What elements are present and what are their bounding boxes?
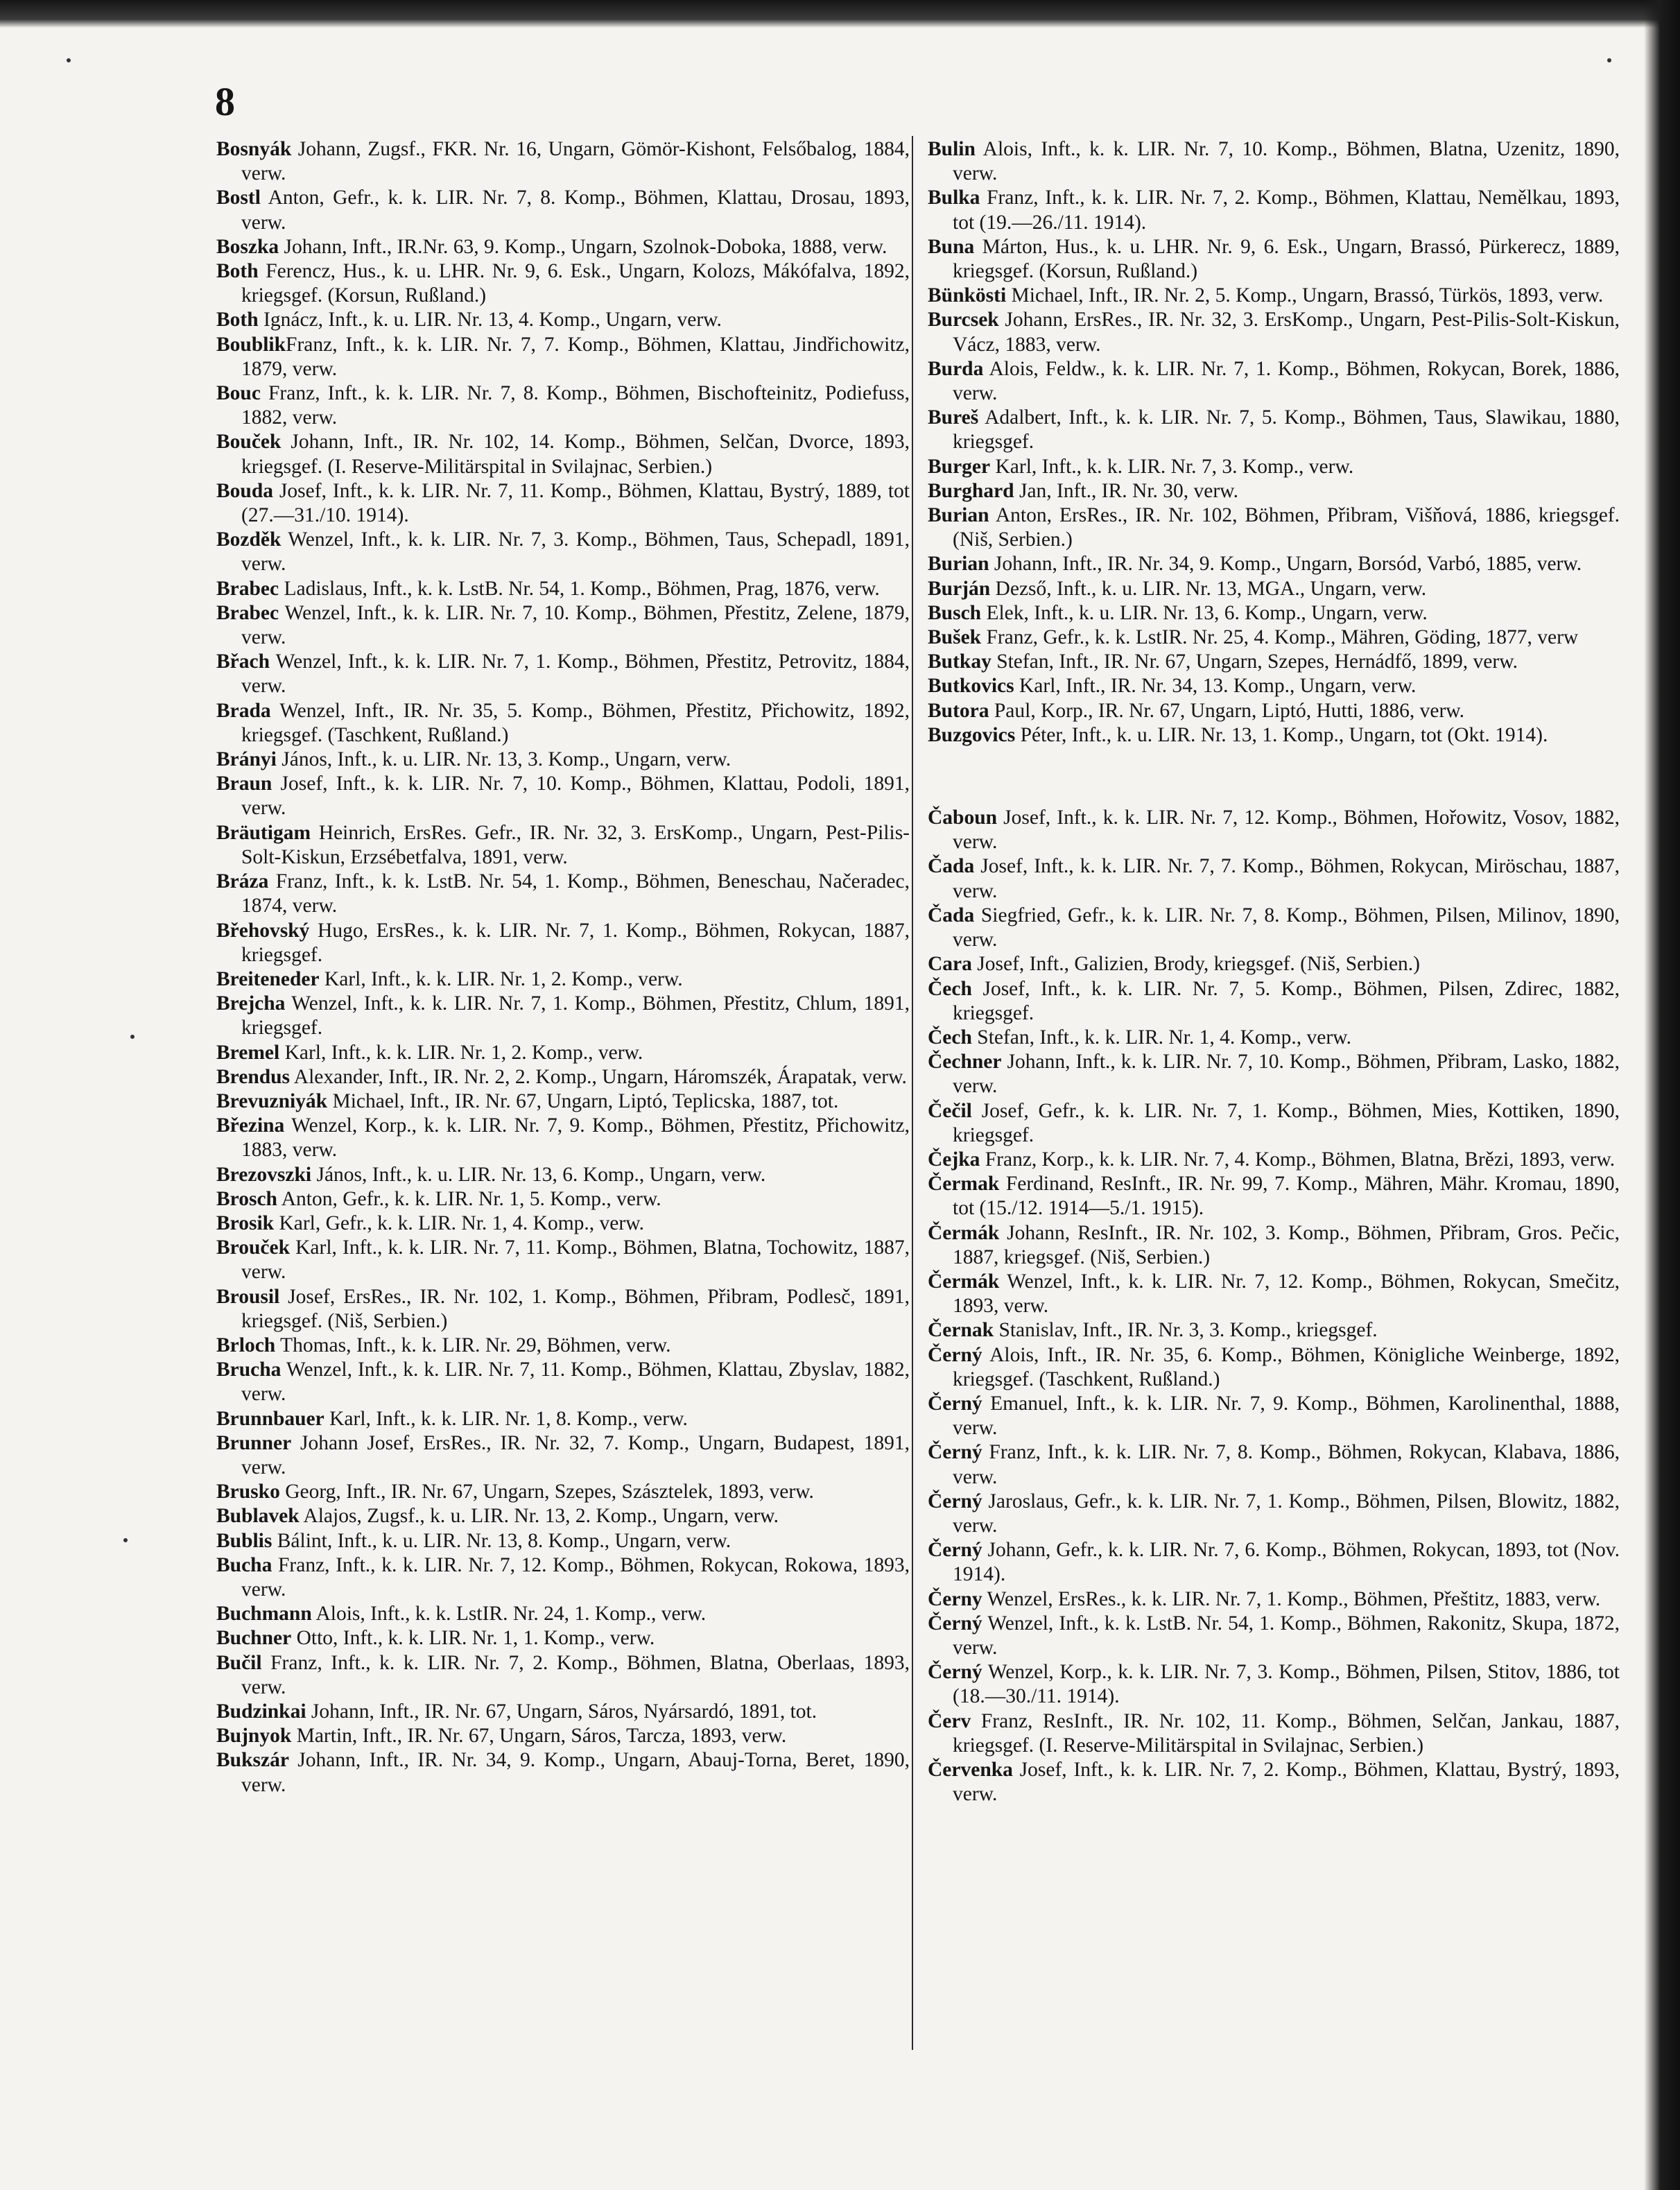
entry-details: Wenzel, ErsRes., k. k. LIR. Nr. 7, 1. Komp., Böhmen, Přeštitz, 1883, verw.: [982, 1587, 1601, 1610]
entry-details: Franz, Inft., k. k. LIR. Nr. 7, 8. Komp., Böhmen, Rokycan, Klabava, 1886, verw.: [953, 1441, 1620, 1488]
entry-details: Ferdinand, ResInft., IR. Nr. 99, 7. Komp., Mähren, Mähr. Kromau, 1890, tot (15./12. 1914—5./1. 1915).: [953, 1173, 1620, 1220]
entry-details: Heinrich, ErsRes. Gefr., IR. Nr. 32, 3. ErsKomp., Ungarn, Pest-Pilis-Solt-Kiskun, Erzsébetfalva, 1891, verw.: [241, 821, 910, 868]
entry-surname: Buna: [928, 235, 975, 258]
entry-details: Franz, Inft., k. k. LstB. Nr. 54, 1. Komp., Böhmen, Beneschau, Načeradec, 1874, verw.: [241, 870, 910, 917]
entry-surname: Bozděk: [216, 528, 282, 551]
entry-surname: Butkay: [928, 650, 991, 673]
entry-details: Franz, Inft., k. k. LIR. Nr. 7, 12. Komp., Böhmen, Rokycan, Rokowa, 1893, verw.: [241, 1553, 910, 1601]
right-column-c-section: [928, 806, 1620, 1807]
entry-surname: Červenka: [928, 1759, 1013, 1781]
register-entry: [216, 1553, 910, 1602]
register-entry: [216, 1748, 910, 1797]
entry-surname: Burján: [928, 577, 991, 600]
register-entry: [216, 1529, 910, 1553]
entry-details: Michael, Inft., IR. Nr. 67, Ungarn, Liptó, Teplicska, 1887, tot.: [327, 1089, 839, 1112]
register-entry: [928, 1148, 1620, 1172]
register-entry: [928, 235, 1620, 284]
left-column: [216, 137, 910, 1797]
register-entry: [216, 1626, 910, 1650]
entry-details: János, Inft., k. u. LIR. Nr. 13, 3. Komp., Ungarn, verw.: [276, 748, 731, 771]
entry-details: Stefan, Inft., k. k. LIR. Nr. 1, 4. Komp., verw.: [971, 1026, 1351, 1049]
section-gap: [928, 748, 1620, 806]
entry-surname: Brunner: [216, 1431, 292, 1454]
register-entry: [928, 1538, 1620, 1587]
register-entry: [216, 1407, 910, 1431]
entry-details: Michael, Inft., IR. Nr. 2, 5. Komp., Ungarn, Brassó, Türkös, 1893, verw.: [1006, 284, 1604, 307]
register-entry: [216, 430, 910, 478]
register-entry: [216, 1358, 910, 1406]
entry-details: Franz, Inft., k. k. LIR. Nr. 7, 8. Komp., Böhmen, Bischofteinitz, Podiefuss, 1882, verw.: [241, 382, 910, 429]
entry-surname: Bulin: [928, 138, 976, 160]
register-entry: [928, 1172, 1620, 1221]
entry-surname: Bureš: [928, 406, 979, 429]
register-entry: [928, 1490, 1620, 1538]
entry-details: Josef, Inft., Galizien, Brody, kriegsgef. (Niš, Serbien.): [971, 953, 1421, 976]
entry-details: Karl, Inft., k. k. LIR. Nr. 1, 2. Komp., verw.: [279, 1041, 643, 1064]
entry-surname: Boublik: [216, 333, 286, 356]
entry-surname: Černý: [928, 1441, 982, 1464]
register-entry: [928, 1709, 1620, 1758]
register-entry: [216, 967, 910, 992]
register-entry: [216, 1187, 910, 1212]
register-entry: [216, 1602, 910, 1626]
entry-surname: Brabec: [216, 601, 279, 624]
entry-surname: Březina: [216, 1114, 285, 1137]
register-entry: [216, 650, 910, 698]
entry-details: Franz, Inft., k. k. LIR. Nr. 7, 7. Komp., Böhmen, Klattau, Jindřichowitz, 1879, verw.: [241, 333, 910, 380]
entry-surname: Butora: [928, 699, 989, 722]
entry-details: Karl, Inft., k. k. LIR. Nr. 7, 3. Komp., verw.: [990, 455, 1354, 478]
register-entry: [928, 1612, 1620, 1660]
register-entry: [928, 552, 1620, 576]
register-entry: [216, 748, 910, 772]
entry-surname: Brloch: [216, 1334, 276, 1356]
entry-surname: Brezovszki: [216, 1163, 312, 1186]
register-entry: [216, 308, 910, 332]
entry-details: Johann, Inft., IR. Nr. 34, 9. Komp., Ungarn, Borsód, Varbó, 1885, verw.: [989, 553, 1582, 576]
entry-details: Alexander, Inft., IR. Nr. 2, 2. Komp., Ungarn, Háromszék, Árapatak, verw.: [290, 1065, 907, 1088]
entry-surname: Bučil: [216, 1651, 262, 1674]
entry-surname: Bostl: [216, 187, 261, 209]
right-column: [928, 137, 1620, 1807]
entry-surname: Bukszár: [216, 1749, 289, 1772]
register-entry: [928, 904, 1620, 952]
entry-details: Anton, Gefr., k. k. LIR. Nr. 7, 8. Komp., Böhmen, Klattau, Drosau, 1893, verw.: [241, 187, 910, 234]
entry-details: Paul, Korp., IR. Nr. 67, Ungarn, Liptó, Hutti, 1886, verw.: [989, 699, 1465, 722]
register-entry: [216, 333, 910, 381]
entry-surname: Bublavek: [216, 1505, 300, 1528]
register-entry: [928, 650, 1620, 674]
entry-surname: Bräutigam: [216, 821, 311, 844]
entry-details: Márton, Hus., k. u. LHR. Nr. 9, 6. Esk., Ungarn, Brassó, Pürkerecz, 1889, kriegsgef. (Korsun, Rußland.): [953, 235, 1620, 283]
entry-surname: Burda: [928, 357, 984, 380]
register-entry: [928, 1050, 1620, 1098]
entry-surname: Brosch: [216, 1187, 277, 1210]
entry-details: Franz, Gefr., k. k. LstIR. Nr. 25, 4. Komp., Mähren, Göding, 1877, verw: [981, 626, 1579, 649]
register-entry: [216, 1651, 910, 1700]
entry-details: Franz, Inft., k. k. LIR. Nr. 7, 2. Komp., Böhmen, Klattau, Nemělkau, 1893, tot (19.—26./11. 1914).: [953, 187, 1620, 234]
entry-surname: Brabec: [216, 577, 279, 600]
entry-details: Otto, Inft., k. k. LIR. Nr. 1, 1. Komp., verw.: [291, 1627, 655, 1650]
register-entry: [928, 308, 1620, 356]
entry-details: Alois, Feldw., k. k. LIR. Nr. 7, 1. Komp., Böhmen, Rokycan, Borek, 1886, verw.: [953, 357, 1620, 405]
entry-surname: Buchmann: [216, 1603, 312, 1626]
entry-details: Thomas, Inft., k. k. LIR. Nr. 29, Böhmen, verw.: [275, 1334, 671, 1356]
scan-speck: [1607, 58, 1611, 62]
entry-surname: Cara: [928, 953, 972, 976]
entry-details: Wenzel, Inft., k. k. LIR. Nr. 7, 1. Komp., Böhmen, Přestitz, Chlum, 1891, kriegsgef.: [241, 992, 910, 1040]
entry-surname: Burian: [928, 504, 989, 527]
register-entry: [928, 699, 1620, 723]
entry-details: Josef, Inft., k. k. LIR. Nr. 7, 2. Komp., Böhmen, Klattau, Bystrý, 1893, verw.: [953, 1759, 1620, 1806]
register-entry: [216, 528, 910, 576]
register-entry: [928, 284, 1620, 308]
register-entry: [928, 577, 1620, 601]
entry-surname: Brevuzniyák: [216, 1089, 328, 1112]
register-entry: [216, 1089, 910, 1114]
entry-details: Jan, Inft., IR. Nr. 30, verw.: [1014, 479, 1238, 502]
entry-details: Alois, Inft., IR. Nr. 35, 6. Komp., Böhmen, Königliche Weinberge, 1892, kriegsgef. (Taschkent, Rußland.): [953, 1343, 1620, 1390]
entry-surname: Brucha: [216, 1359, 282, 1381]
entry-surname: Bráza: [216, 870, 269, 893]
entry-surname: Černý: [928, 1343, 982, 1366]
register-entry: [928, 952, 1620, 976]
register-entry: [216, 1114, 910, 1162]
entry-surname: Budzinkai: [216, 1700, 306, 1723]
entry-surname: Burian: [928, 553, 989, 576]
entry-details: Anton, ErsRes., IR. Nr. 102, Böhmen, Přibram, Višňová, 1886, kriegsgef. (Niš, Serbien.): [953, 504, 1620, 551]
register-entry: [928, 1270, 1620, 1318]
entry-details: Wenzel, Inft., IR. Nr. 35, 5. Komp., Böhmen, Přestitz, Přichowitz, 1892, kriegsgef. (Taschkent, Rußland.): [241, 699, 910, 746]
entry-surname: Buzgovics: [928, 723, 1016, 746]
register-entry: [928, 186, 1620, 234]
entry-details: Wenzel, Inft., k. k. LIR. Nr. 7, 12. Komp., Böhmen, Rokycan, Smečitz, 1893, verw.: [953, 1270, 1620, 1318]
entry-details: Johann, Inft., IR. Nr. 67, Ungarn, Sáros, Nyársardó, 1891, tot.: [306, 1700, 817, 1723]
register-entry: [928, 455, 1620, 479]
entry-surname: Černý: [928, 1612, 982, 1635]
entry-surname: Černak: [928, 1319, 994, 1342]
entry-surname: Bujnyok: [216, 1725, 292, 1748]
register-entry: [216, 772, 910, 820]
entry-surname: Čada: [928, 904, 975, 926]
register-entry: [928, 601, 1620, 626]
entry-details: Karl, Inft., k. k. LIR. Nr. 1, 2. Komp., verw.: [319, 967, 683, 990]
entry-surname: Černý: [928, 1392, 982, 1415]
entry-details: Franz, Inft., k. k. LIR. Nr. 7, 2. Komp., Böhmen, Blatna, Oberlaas, 1893, verw.: [241, 1651, 910, 1698]
right-column-b-section: [928, 137, 1620, 748]
register-entry: [928, 1587, 1620, 1612]
entry-surname: Bosnyák: [216, 138, 292, 160]
entry-surname: Bouda: [216, 479, 273, 502]
register-entry: [216, 381, 910, 430]
entry-details: János, Inft., k. u. LIR. Nr. 13, 6. Komp., Ungarn, verw.: [311, 1163, 766, 1186]
register-entry: [216, 870, 910, 918]
register-entry: [928, 1099, 1620, 1148]
entry-surname: Čech: [928, 977, 972, 1000]
entry-details: Martin, Inft., IR. Nr. 67, Ungarn, Sáros, Tarcza, 1893, verw.: [291, 1725, 787, 1748]
register-entry: [928, 1440, 1620, 1489]
scan-speck: [123, 1538, 128, 1542]
entry-details: Johann, Inft., IR.Nr. 63, 9. Komp., Ungarn, Szolnok-Doboka, 1888, verw.: [279, 235, 887, 258]
entry-surname: Bünkösti: [928, 284, 1007, 307]
entry-details: Alois, Inft., k. k. LstIR. Nr. 24, 1. Komp., verw.: [311, 1603, 707, 1626]
register-entry: [928, 806, 1620, 854]
entry-details: Johann Josef, ErsRes., IR. Nr. 32, 7. Komp., Ungarn, Budapest, 1891, verw.: [241, 1431, 910, 1478]
entry-surname: Bušek: [928, 626, 982, 649]
entry-surname: Breiteneder: [216, 967, 320, 990]
register-entry: [928, 503, 1620, 552]
register-entry: [928, 854, 1620, 903]
entry-surname: Čaboun: [928, 807, 998, 829]
entry-details: Johann, Gefr., k. k. LIR. Nr. 7, 6. Komp., Böhmen, Rokycan, 1893, tot (Nov. 1914).: [953, 1539, 1620, 1586]
entry-details: Ladislaus, Inft., k. k. LstB. Nr. 54, 1. Komp., Böhmen, Prag, 1876, verw.: [279, 577, 880, 600]
entry-details: Josef, ErsRes., IR. Nr. 102, 1. Komp., Böhmen, Přibram, Podlesč, 1891, kriegsgef. (Niš, Serbien.): [241, 1285, 910, 1332]
entry-details: Karl, Inft., IR. Nr. 34, 13. Komp., Ungarn, verw.: [1014, 675, 1417, 698]
entry-surname: Čech: [928, 1026, 972, 1049]
entry-surname: Brendus: [216, 1065, 291, 1088]
entry-surname: Boszka: [216, 235, 279, 258]
entry-surname: Burger: [928, 455, 991, 478]
register-entry: [216, 1724, 910, 1748]
entry-details: Jaroslaus, Gefr., k. k. LIR. Nr. 7, 1. Komp., Böhmen, Pilsen, Blowitz, 1882, verw.: [953, 1490, 1620, 1537]
entry-surname: Busch: [928, 601, 982, 624]
register-entry: [216, 1334, 910, 1358]
register-entry: [928, 1343, 1620, 1392]
entry-surname: Čermák: [928, 1270, 1000, 1293]
entry-details: Wenzel, Korp., k. k. LIR. Nr. 7, 9. Komp., Böhmen, Přestitz, Přichowitz, 1883, verw.: [241, 1114, 910, 1162]
entry-details: Stefan, Inft., IR. Nr. 67, Ungarn, Szepes, Hernádfő, 1899, verw.: [991, 650, 1518, 673]
entry-surname: Burghard: [928, 479, 1014, 502]
entry-details: Siegfried, Gefr., k. k. LIR. Nr. 7, 8. Komp., Böhmen, Pilsen, Milinov, 1890, verw.: [953, 904, 1620, 951]
entry-details: Josef, Gefr., k. k. LIR. Nr. 7, 1. Komp., Böhmen, Mies, Kottiken, 1890, kriegsgef.: [953, 1099, 1620, 1146]
entry-details: Dezső, Inft., k. u. LIR. Nr. 13, MGA., Ungarn, verw.: [990, 577, 1427, 600]
entry-surname: Černy: [928, 1587, 982, 1610]
entry-surname: Břach: [216, 650, 270, 673]
register-entry: [216, 235, 910, 259]
register-entry: [216, 137, 910, 186]
entry-details: Anton, Gefr., k. k. LIR. Nr. 1, 5. Komp., verw.: [277, 1187, 661, 1210]
entry-surname: Bublis: [216, 1529, 272, 1552]
register-entry: [928, 1758, 1620, 1807]
entry-surname: Bulka: [928, 187, 980, 209]
register-entry: [928, 723, 1620, 748]
register-entry: [216, 919, 910, 967]
entry-surname: Brouček: [216, 1236, 290, 1259]
entry-details: Johann, ErsRes., IR. Nr. 32, 3. ErsKomp., Ungarn, Pest-Pilis-Solt-Kiskun, Vácz, 1883, verw.: [953, 309, 1620, 356]
register-entry: [216, 1212, 910, 1236]
entry-details: Karl, Gefr., k. k. LIR. Nr. 1, 4. Komp., verw.: [274, 1212, 644, 1234]
register-entry: [928, 1318, 1620, 1343]
scan-top-border: [0, 0, 1680, 28]
entry-surname: Both: [216, 260, 259, 283]
register-entry: [928, 674, 1620, 698]
entry-details: Ignácz, Inft., k. u. LIR. Nr. 13, 4. Komp., Ungarn, verw.: [258, 309, 722, 331]
entry-details: Alajos, Zugsf., k. u. LIR. Nr. 13, 2. Komp., Ungarn, verw.: [299, 1505, 779, 1528]
entry-surname: Čermák: [928, 1221, 1000, 1244]
register-entry: [928, 479, 1620, 503]
entry-details: Adalbert, Inft., k. k. LIR. Nr. 7, 5. Komp., Böhmen, Taus, Slawikau, 1880, kriegsgef.: [953, 406, 1620, 454]
entry-surname: Červ: [928, 1709, 971, 1732]
register-entry: [928, 1026, 1620, 1050]
entry-details: Wenzel, Inft., k. k. LIR. Nr. 7, 1. Komp., Böhmen, Přestitz, Petrovitz, 1884, verw.: [241, 650, 910, 698]
entry-surname: Brada: [216, 699, 271, 722]
entry-details: Franz, ResInft., IR. Nr. 102, 11. Komp., Böhmen, Selčan, Jankau, 1887, kriegsgef. (I. Reserve-Militärspital in Svilajnac, Serbien.): [953, 1709, 1620, 1757]
entry-surname: Brejcha: [216, 992, 286, 1015]
entry-surname: Břehovský: [216, 919, 310, 942]
entry-surname: Čejka: [928, 1148, 980, 1171]
entry-details: Josef, Inft., k. k. LIR. Nr. 7, 7. Komp., Böhmen, Rokycan, Miröschau, 1887, verw.: [953, 855, 1620, 902]
entry-surname: Černý: [928, 1661, 982, 1684]
entry-surname: Bouček: [216, 431, 282, 454]
entry-surname: Čechner: [928, 1051, 1002, 1074]
entry-details: Johann, Inft., k. k. LIR. Nr. 7, 10. Komp., Böhmen, Přibram, Lasko, 1882, verw.: [953, 1051, 1620, 1098]
entry-surname: Burcsek: [928, 309, 999, 331]
register-entry: [928, 1392, 1620, 1440]
entry-details: Johann, ResInft., IR. Nr. 102, 3. Komp., Böhmen, Přibram, Gros. Pečic, 1887, kriegsgef. (Niš, Serbien.): [953, 1221, 1620, 1268]
entry-details: Josef, Inft., k. k. LIR. Nr. 7, 11. Komp., Böhmen, Klattau, Bystrý, 1889, tot (27.—31./10. 1914).: [241, 479, 910, 527]
entry-details: Franz, Korp., k. k. LIR. Nr. 7, 4. Komp., Böhmen, Blatna, Brězi, 1893, verw.: [980, 1148, 1616, 1171]
entry-details: Stanislav, Inft., IR. Nr. 3, 3. Komp., kriegsgef.: [994, 1319, 1378, 1342]
entry-surname: Braun: [216, 773, 272, 795]
register-entry: [928, 357, 1620, 406]
entry-details: Elek, Inft., k. u. LIR. Nr. 13, 6. Komp., Ungarn, verw.: [981, 601, 1428, 624]
entry-details: Karl, Inft., k. k. LIR. Nr. 7, 11. Komp., Böhmen, Blatna, Tochowitz, 1887, verw.: [241, 1236, 910, 1284]
register-entry: [216, 1163, 910, 1187]
entry-details: Georg, Inft., IR. Nr. 67, Ungarn, Szepes, Szásztelek, 1893, verw.: [279, 1481, 814, 1503]
register-entry: [216, 992, 910, 1040]
register-entry: [928, 137, 1620, 186]
entry-details: Josef, Inft., k. k. LIR. Nr. 7, 5. Komp., Böhmen, Pilsen, Zdirec, 1882, kriegsgef.: [953, 977, 1620, 1024]
register-entry: [216, 186, 910, 234]
entry-details: Wenzel, Inft., k. k. LIR. Nr. 7, 10. Komp., Böhmen, Přestitz, Zelene, 1879, verw.: [241, 601, 910, 649]
register-entry: [216, 1431, 910, 1480]
register-entry: [216, 1236, 910, 1284]
scan-speck: [130, 1035, 135, 1039]
entry-details: Josef, Inft., k. k. LIR. Nr. 7, 12. Komp., Böhmen, Hořowitz, Vosov, 1882, verw.: [953, 807, 1620, 854]
entry-details: Alois, Inft., k. k. LIR. Nr. 7, 10. Komp., Böhmen, Blatna, Uzenitz, 1890, verw.: [953, 138, 1620, 185]
register-entry: [928, 1221, 1620, 1270]
entry-details: Péter, Inft., k. u. LIR. Nr. 13, 1. Komp., Ungarn, tot (Okt. 1914).: [1015, 723, 1548, 746]
register-entry: [928, 1660, 1620, 1709]
register-entry: [216, 1285, 910, 1334]
entry-details: Johann, Zugsf., FKR. Nr. 16, Ungarn, Gömör-Kishont, Felsőbalog, 1884, verw.: [241, 138, 910, 185]
scan-speck: [67, 58, 71, 62]
register-entry: [928, 626, 1620, 650]
register-entry: [216, 1504, 910, 1528]
register-entry: [216, 601, 910, 650]
entry-details: Bálint, Inft., k. u. LIR. Nr. 13, 8. Komp., Ungarn, verw.: [272, 1529, 731, 1552]
entry-surname: Čečil: [928, 1099, 972, 1122]
entry-details: Hugo, ErsRes., k. k. LIR. Nr. 7, 1. Komp., Böhmen, Rokycan, 1887, kriegsgef.: [241, 919, 910, 966]
entry-surname: Brunnbauer: [216, 1407, 324, 1430]
register-entry: [216, 479, 910, 528]
entry-details: Ferencz, Hus., k. u. LHR. Nr. 9, 6. Esk., Ungarn, Kolozs, Mákófalva, 1892, kriegsgef. (Korsun, Rußland.): [241, 260, 910, 307]
register-entry: [928, 977, 1620, 1026]
entry-surname: Brányi: [216, 748, 277, 771]
register-entry: [216, 1041, 910, 1065]
register-entry: [216, 577, 910, 601]
entry-surname: Černý: [928, 1490, 982, 1512]
register-entry: [216, 1065, 910, 1089]
entry-details: Johann, Inft., IR. Nr. 34, 9. Komp., Ungarn, Abauj-Torna, Beret, 1890, verw.: [241, 1749, 910, 1796]
entry-details: Wenzel, Inft., k. k. LIR. Nr. 7, 11. Komp., Böhmen, Klattau, Zbyslav, 1882, verw.: [241, 1359, 910, 1406]
entry-surname: Bucha: [216, 1553, 272, 1576]
register-entry: [216, 1700, 910, 1724]
entry-surname: Butkovics: [928, 675, 1014, 698]
entry-surname: Bouc: [216, 382, 261, 405]
entry-surname: Brousil: [216, 1285, 280, 1308]
entry-details: Wenzel, Inft., k. k. LIR. Nr. 7, 3. Komp., Böhmen, Taus, Schepadl, 1891, verw.: [241, 528, 910, 576]
register-entry: [216, 1480, 910, 1504]
entry-surname: Černý: [928, 1539, 982, 1562]
entry-details: Wenzel, Inft., k. k. LstB. Nr. 54, 1. Komp., Böhmen, Rakonitz, Skupa, 1872, verw.: [953, 1612, 1620, 1659]
entry-surname: Both: [216, 309, 259, 331]
scan-right-border: [1644, 0, 1680, 2190]
entry-details: Josef, Inft., k. k. LIR. Nr. 7, 10. Komp., Böhmen, Klattau, Podoli, 1891, verw.: [241, 773, 910, 820]
register-entry: [216, 699, 910, 748]
register-entry: [928, 406, 1620, 454]
entry-surname: Brosik: [216, 1212, 275, 1234]
entry-surname: Čermak: [928, 1173, 1000, 1196]
entry-details: Emanuel, Inft., k. k. LIR. Nr. 7, 9. Komp., Böhmen, Karolinenthal, 1888, verw.: [953, 1392, 1620, 1440]
page-number: 8: [215, 79, 235, 124]
entry-details: Wenzel, Korp., k. k. LIR. Nr. 7, 3. Komp., Böhmen, Pilsen, Stitov, 1886, tot (18.—30./11. 1914).: [953, 1661, 1620, 1708]
entry-surname: Brusko: [216, 1481, 280, 1503]
entry-details: Johann, Inft., IR. Nr. 102, 14. Komp., Böhmen, Selčan, Dvorce, 1893, kriegsgef. (I. Reserve-Militärspital in Svilajnac, Serbien.): [241, 431, 910, 478]
entry-surname: Buchner: [216, 1627, 292, 1650]
entry-details: Karl, Inft., k. k. LIR. Nr. 1, 8. Komp., verw.: [324, 1407, 688, 1430]
entry-surname: Čada: [928, 855, 975, 878]
register-entry: [216, 821, 910, 870]
column-divider: [912, 136, 913, 2050]
register-entry: [216, 259, 910, 308]
entry-surname: Bremel: [216, 1041, 280, 1064]
